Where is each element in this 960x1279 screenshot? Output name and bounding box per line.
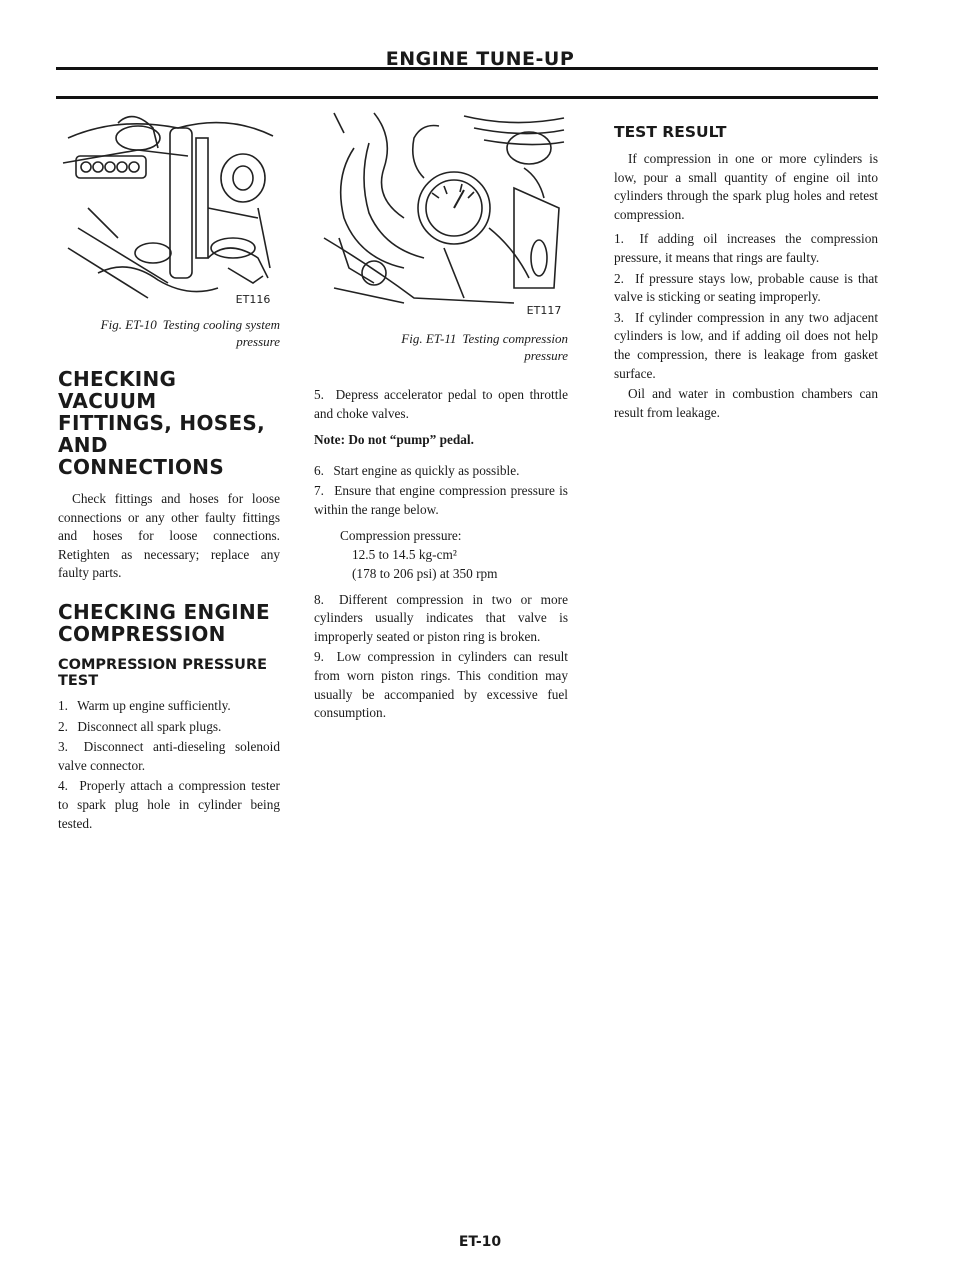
step-item: 9. Low compression in cylinders can result from worn piston rings. This condition may usually be accompanied by excessive fuel consumption.: [314, 649, 568, 721]
step-item: 3. Disconnect anti-dieseling solenoid valve connector.: [58, 739, 281, 773]
test-result-outro: Oil and water in combustion chambers can result from leakage.: [614, 386, 878, 420]
spec-value-imperial: (178 to 206 psi) at 350 rpm: [352, 565, 498, 581]
spec-value-metric: 12.5 to 14.5 kg-cm²: [352, 546, 457, 562]
column-middle: [314, 108, 568, 729]
result-item: 3. If cylinder compression in any two adjacent cylinders is low, and if adding oil does not help the compression, there is leakage from gasket surface.: [614, 309, 879, 381]
figure-code-label: ET116: [235, 293, 271, 306]
section-title-compression: CHECKING ENGINE COMPRESSION: [58, 599, 270, 646]
figure-caption-text-a: Testing cooling system: [162, 317, 280, 332]
section-title-test-result: TEST RESULT: [614, 123, 727, 141]
test-result-intro: If compression in one or more cylinders is low, pour a small quantity of engine oil into cylinders through the spark plug holes and retest compression.: [614, 151, 878, 222]
figure-caption: [58, 316, 280, 350]
section-vacuum-body: Check fittings and hoses for loose connections or any other faulty fittings and hoses for loose connections. Retighten as necessary; replace any faulty parts.: [58, 491, 280, 581]
figure-caption-label: Fig. ET-10: [100, 317, 157, 332]
step-item: 2. Disconnect all spark plugs.: [58, 718, 222, 734]
result-item: 2. If pressure stays low, probable cause is that valve is sticking or seating improperly.: [614, 270, 878, 305]
step-item: 1. Warm up engine sufficiently.: [58, 697, 231, 713]
column-right: [614, 118, 878, 428]
figure-compression-test: [314, 108, 568, 318]
compression-spec: [340, 526, 568, 583]
column-left: [58, 108, 280, 839]
step-item: 8. Different compression in two or more cylinders usually indicates that valve is improperly seated or piston ring is broken.: [314, 591, 568, 644]
page-number: ET-10: [458, 1234, 502, 1250]
compression-tester-illustration: [314, 108, 568, 318]
result-item: 1. If adding oil increases the compression pressure, it means that rings are faulty.: [614, 231, 879, 265]
figure-code-label: ET117: [526, 304, 562, 317]
top-rule-lower: [56, 96, 878, 99]
page-header-title: ENGINE TUNE-UP: [385, 48, 575, 70]
section-title-vacuum: CHECKING VACUUM FITTINGS, HOSES, AND CONNECTIONS: [58, 367, 266, 479]
step-item: 6. Start engine as quickly as possible.: [314, 462, 520, 478]
figure-caption-text-b: pressure: [524, 348, 568, 363]
figure-caption-text-b: pressure: [236, 334, 280, 349]
figure-caption-text-a: Testing compression: [462, 331, 568, 346]
figure-cooling-system-test: [58, 108, 280, 308]
step-item: 7. Ensure that engine compression pressure is within the range below.: [314, 483, 568, 517]
figure-caption: [314, 330, 568, 364]
cooling-system-illustration: [58, 108, 280, 308]
step-item: 4. Properly attach a compression tester to spark plug hole in cylinder being tested.: [58, 778, 280, 831]
note-pump-pedal: Note: Do not “pump” pedal.: [314, 432, 474, 448]
step-item: 5. Depress accelerator pedal to open throttle and choke valves.: [314, 387, 568, 421]
subsection-title-compression-test: COMPRESSION PRESSURE TEST: [58, 656, 268, 689]
figure-caption-label: Fig. ET-11: [401, 331, 457, 346]
spec-label: Compression pressure:: [340, 527, 462, 543]
